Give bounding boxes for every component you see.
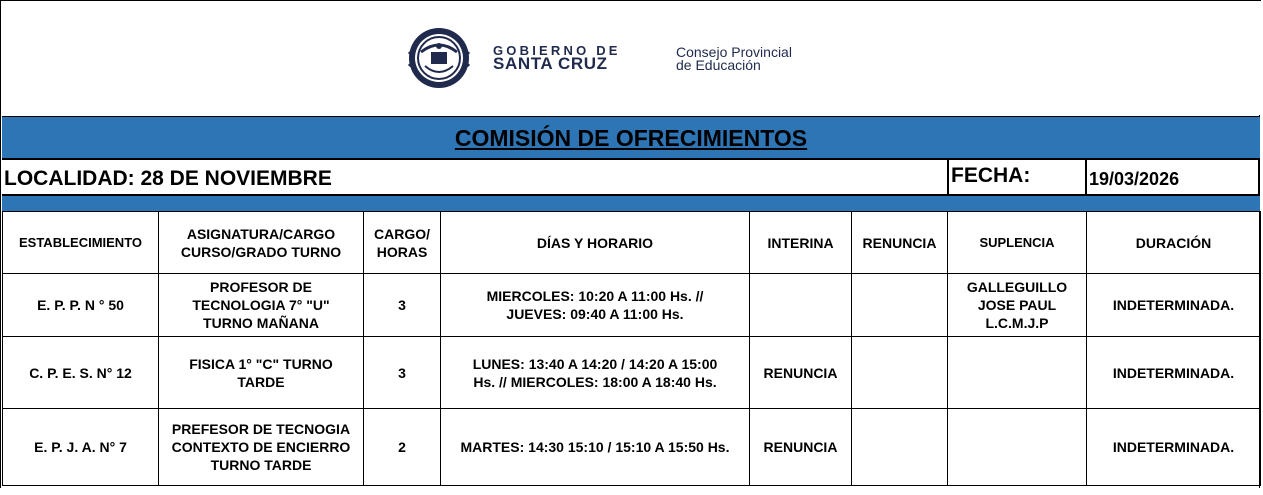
cell-resignation	[852, 274, 948, 337]
cell-duration: INDETERMINADA.	[1087, 337, 1261, 409]
cell-duration: INDETERMINADA.	[1087, 274, 1261, 337]
cell-text-line: FISICA 1° "C" TURNO	[189, 355, 333, 372]
cell-text-line: JUEVES: 09:40 A 11:00 Hs.	[506, 306, 684, 322]
cell-schedule	[441, 337, 750, 409]
cell-interim	[750, 274, 852, 337]
cell-hours: 3	[364, 274, 441, 337]
cell-text-line: PREFESOR DE TECNOGIA	[171, 421, 351, 437]
header-subject-line1: ASIGNATURA/CARGO	[186, 225, 336, 242]
cell-resignation	[852, 409, 948, 486]
cell-interim: RENUNCIA	[750, 337, 852, 409]
cell-subject	[159, 274, 364, 337]
cell-substitution	[948, 409, 1087, 486]
separator-strip	[2, 196, 1260, 211]
letterhead	[2, 1, 1260, 115]
header-duration: DURACIÓN	[1087, 212, 1261, 274]
cell-text-line: CONTEXTO DE ENCIERRO	[171, 439, 351, 455]
header-subject-line2: CURSO/GRADO TURNO	[180, 243, 342, 260]
cell-text-line: PROFESOR DE	[210, 279, 312, 295]
cell-text-line: GALLEGUILLO	[966, 279, 1068, 295]
row-right-border	[1258, 158, 1260, 196]
cell-schedule	[441, 409, 750, 486]
council-name-line1: Consejo Provincial	[676, 44, 792, 60]
header-schedule: DÍAS Y HORARIO	[441, 212, 750, 274]
cell-text-line: L.C.M.J.P	[985, 315, 1049, 331]
cell-resignation	[852, 337, 948, 409]
cell-text-line: MARTES: 14:30 15:10 / 15:10 A 15:50 Hs.	[460, 439, 730, 455]
cell-text-line: MIERCOLES: 10:20 A 11:00 Hs. //	[486, 288, 704, 304]
cell-hours: 2	[364, 409, 441, 486]
cell-establishment: E. P. P. N ° 50	[3, 274, 159, 337]
title-band	[2, 116, 1260, 158]
cell-establishment: E. P. J. A. N° 7	[3, 409, 159, 486]
provincial-seal-icon	[407, 26, 471, 90]
header-establishment: ESTABLECIMIENTO	[3, 212, 159, 274]
cell-substitution	[948, 337, 1087, 409]
cell-text-line: JOSE PAUL	[977, 297, 1057, 313]
header-subject	[159, 212, 364, 274]
cell-text-line: TURNO TARDE	[210, 457, 312, 473]
cell-subject	[159, 409, 364, 486]
cell-text-line: TECNOLOGIA 7° "U"	[192, 297, 330, 313]
document-title: COMISIÓN DE OFRECIMIENTOS	[454, 125, 808, 151]
table-header-row	[3, 212, 1261, 274]
date-label-cell	[947, 158, 1087, 196]
cell-text-line: Hs. // MIERCOLES: 18:00 A 18:40 Hs.	[473, 373, 717, 390]
header-hours	[364, 212, 441, 274]
date-value: 19/03/2026	[1089, 169, 1180, 189]
table-row	[3, 409, 1261, 486]
council-name-line2: de Educación	[676, 57, 761, 73]
government-name-line1: GOBIERNO DE	[493, 43, 621, 58]
cell-interim: RENUNCIA	[750, 409, 852, 486]
cell-subject	[159, 337, 364, 409]
header-hours-line1: CARGO/	[374, 225, 430, 242]
cell-establishment: C. P. E. S. N° 12	[3, 337, 159, 409]
table-row	[3, 274, 1261, 337]
locality-label: LOCALIDAD: 28 DE NOVIEMBRE	[4, 167, 332, 190]
locality-date-row	[2, 158, 1260, 196]
cell-text-line: TURNO MAÑANA	[203, 315, 319, 331]
date-label: FECHA:	[951, 164, 1031, 187]
header-hours-line2: HORAS	[376, 243, 428, 260]
header-resignation: RENUNCIA	[852, 212, 948, 274]
cell-text-line: TARDE	[237, 373, 285, 390]
cell-duration: INDETERMINADA.	[1087, 409, 1261, 486]
cell-schedule	[441, 274, 750, 337]
cell-text-line: LUNES: 13:40 A 14:20 / 14:20 A 15:00	[472, 355, 718, 372]
header-substitution: SUPLENCIA	[948, 212, 1087, 274]
cell-substitution	[948, 274, 1087, 337]
offers-table	[2, 211, 1261, 486]
header-interim: INTERINA	[750, 212, 852, 274]
cell-hours: 3	[364, 337, 441, 409]
table-row	[3, 337, 1261, 409]
government-name-line2: SANTA CRUZ	[493, 54, 608, 73]
